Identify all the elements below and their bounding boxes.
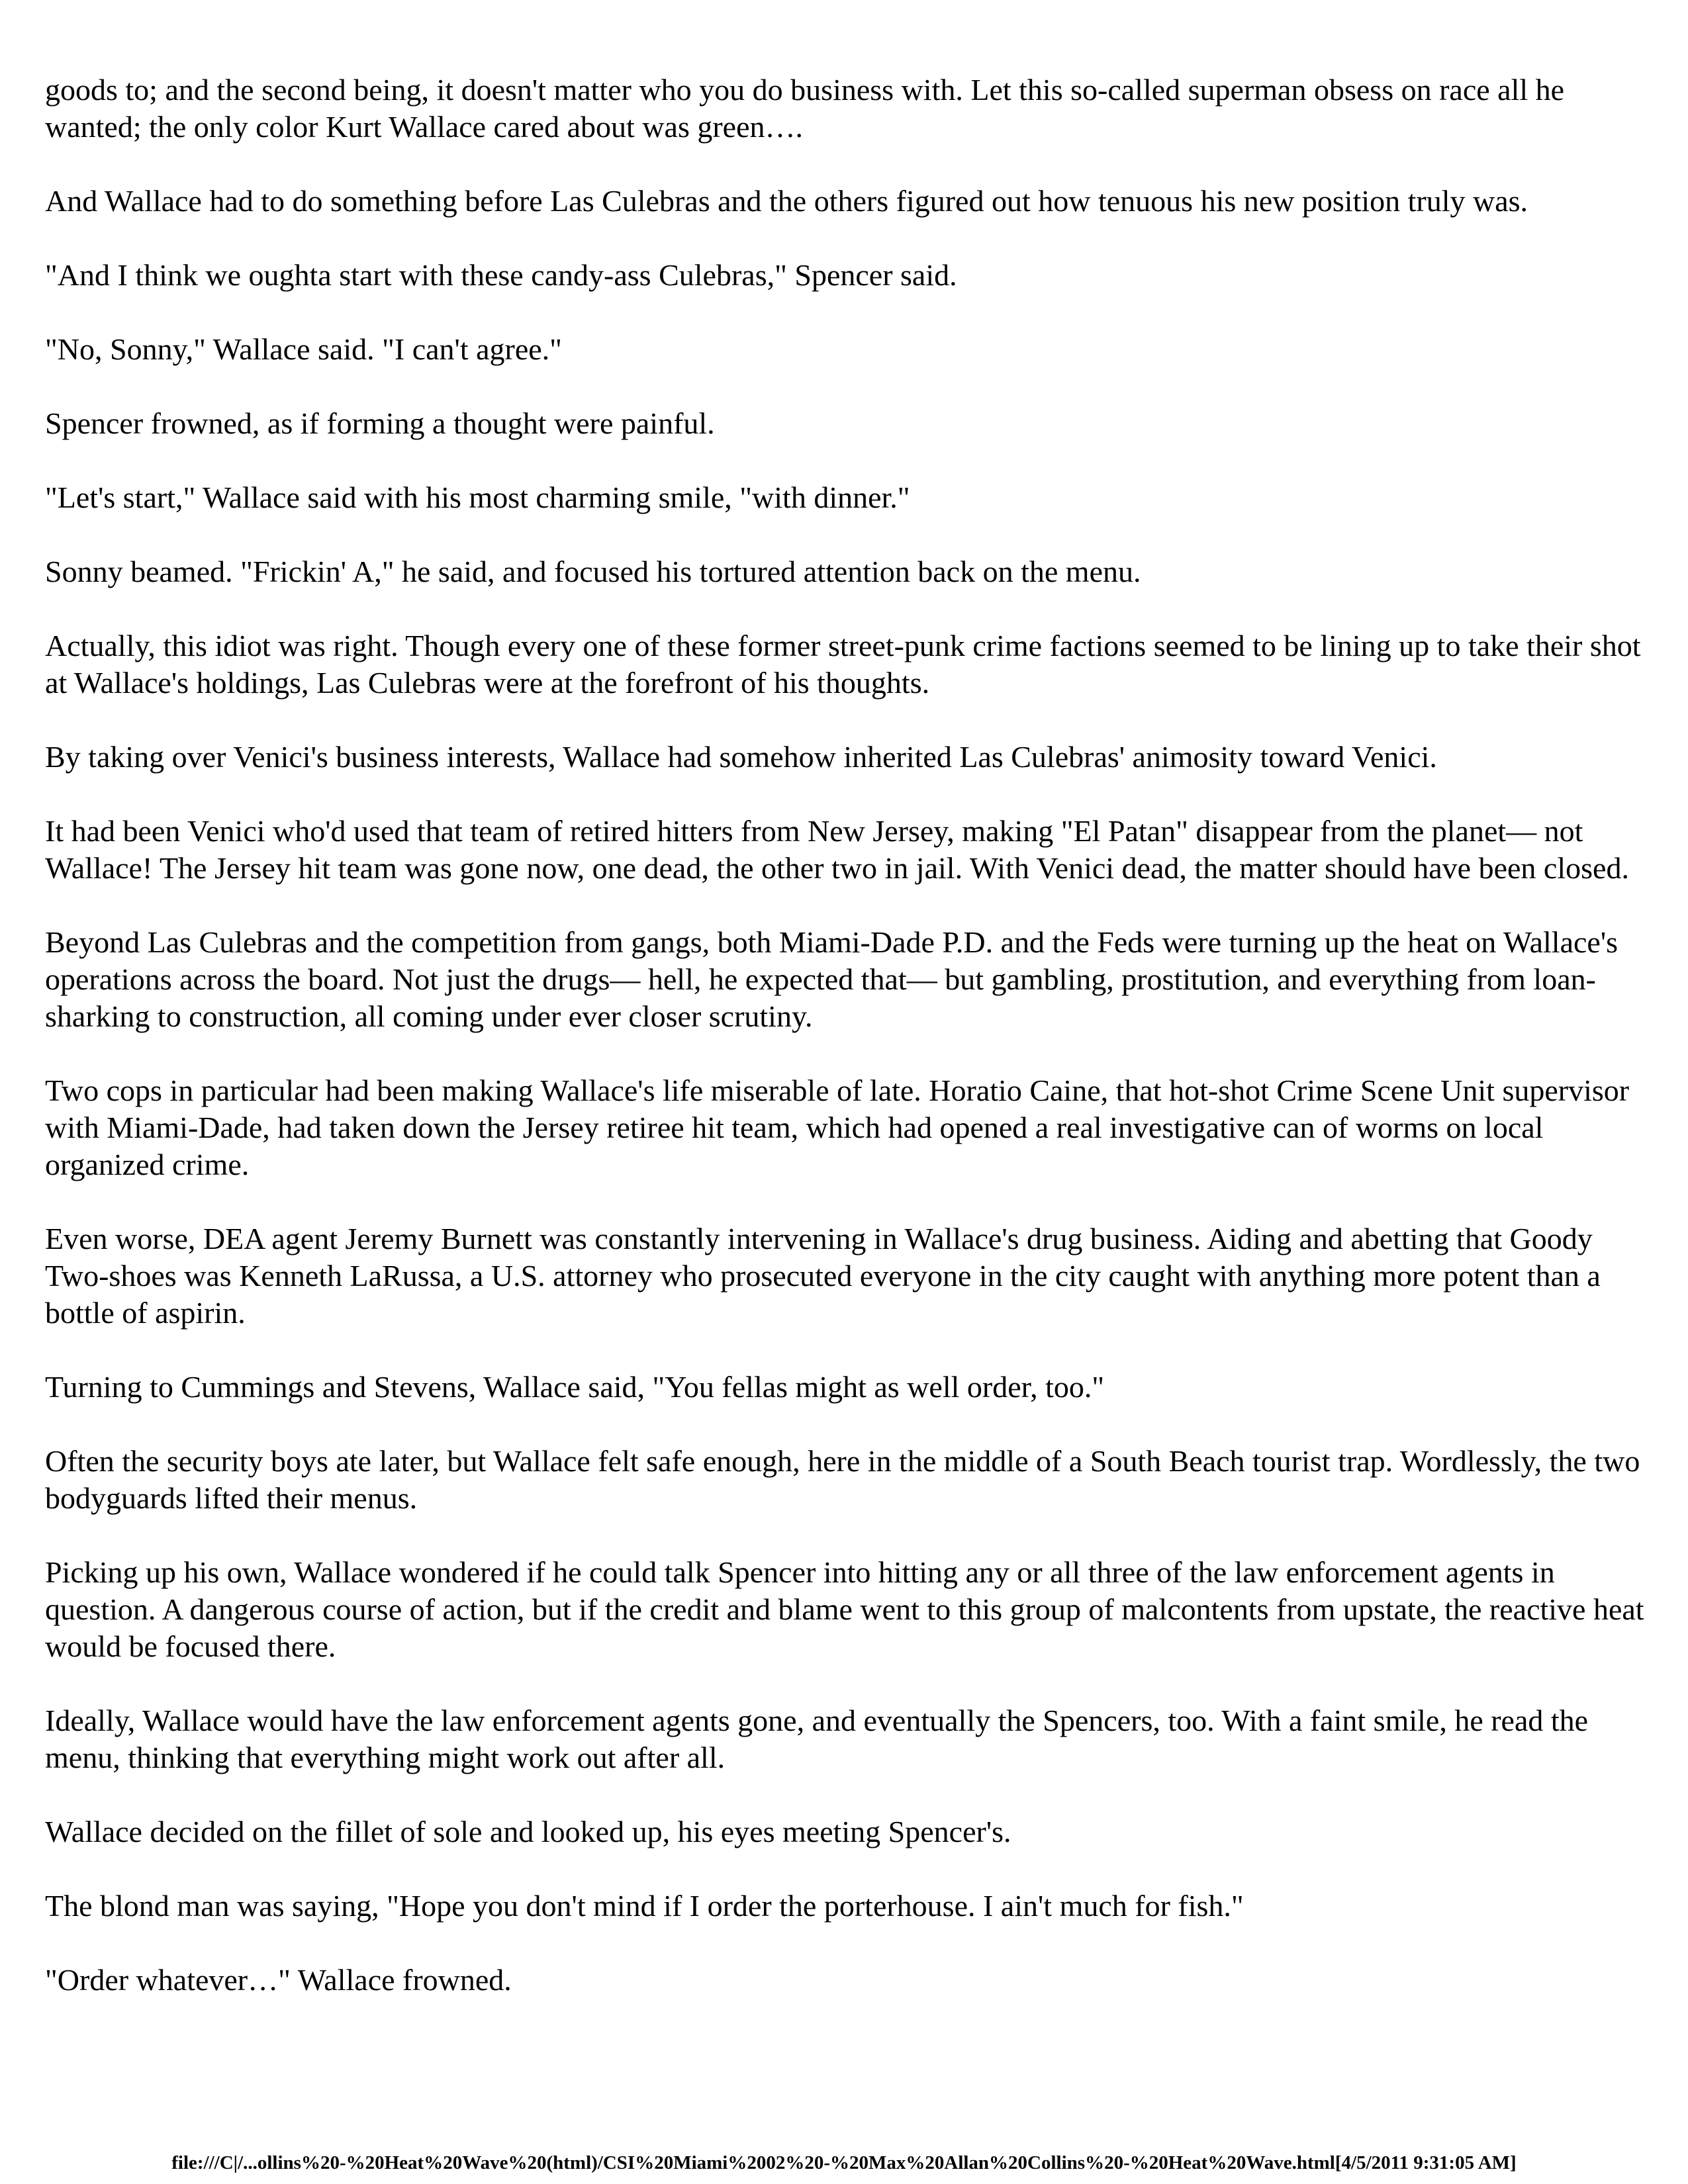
paragraph: And Wallace had to do something before Las Culebras and the others figured out how tenuous his new position truly was.: [45, 184, 1528, 218]
paragraph: It had been Venici who'd used that team of retired hitters from New Jersey, making "El Patan" disappear from the planet— not Wallace! The Jersey hit team was gone now, one dead, the other two in jail. With Venici dead, the matter should have been closed.: [45, 814, 1629, 885]
paragraph: Sonny beamed. "Frickin' A," he said, and focused his tortured attention back on the menu.: [45, 555, 1141, 588]
paragraph: Picking up his own, Wallace wondered if he could talk Spencer into hitting any or all three of the law enforcement agents in question. A dangerous course of action, but if the credit and blame went to this group of malcontents from upstate, the reactive heat would be focused there.: [45, 1555, 1644, 1663]
paragraph: "And I think we oughta start with these candy-ass Culebras," Spencer said.: [45, 258, 957, 292]
paragraph: Wallace decided on the fillet of sole and looked up, his eyes meeting Spencer's.: [45, 1815, 1011, 1848]
document-body: [45, 71, 1647, 2036]
paragraph: Two cops in particular had been making Wallace's life miserable of late. Horatio Caine, that hot-shot Crime Scene Unit supervisor with Miami-Dade, had taken down the Jersey retiree hit team, which had opened a real investigative can of worms on local organized crime.: [45, 1073, 1630, 1181]
paragraph: "No, Sonny," Wallace said. "I can't agree.": [45, 332, 562, 366]
paragraph: Spencer frowned, as if forming a thought were painful.: [45, 406, 715, 440]
paragraph: Turning to Cummings and Stevens, Wallace said, "You fellas might as well order, too.": [45, 1370, 1105, 1404]
paragraph: "Let's start," Wallace said with his most charming smile, "with dinner.": [45, 480, 910, 514]
page-footer-file-path: file:///C|/...ollins%20-%20Heat%20Wave%20(html)/CSI%20Miami%2002%20-%20Max%20Allan%20Collins%20-%20Heat%20Wave.html[4/5/2011 9:31:05 AM]: [171, 2152, 1517, 2173]
paragraph: Even worse, DEA agent Jeremy Burnett was constantly intervening in Wallace's drug business. Aiding and abetting that Goody Two-shoes was Kenneth LaRussa, a U.S. attorney who prosecuted everyone in the city caught with anything more potent than a bottle of aspirin.: [45, 1222, 1601, 1330]
paragraph: goods to; and the second being, it doesn't matter who you do business with. Let this so-called superman obsess on race all he wanted; the only color Kurt Wallace cared about was green….: [45, 73, 1565, 144]
paragraph: Actually, this idiot was right. Though every one of these former street-punk crime factions seemed to be lining up to take their shot at Wallace's holdings, Las Culebras were at the forefront of his thoughts.: [45, 629, 1641, 700]
paragraph: "Order whatever…" Wallace frowned.: [45, 1963, 512, 1997]
paragraph: By taking over Venici's business interests, Wallace had somehow inherited Las Culebras' animosity toward Venici.: [45, 740, 1437, 774]
paragraph: Ideally, Wallace would have the law enforcement agents gone, and eventually the Spencers, too. With a faint smile, he read the menu, thinking that everything might work out after all.: [45, 1704, 1589, 1774]
paragraph: Often the security boys ate later, but Wallace felt safe enough, here in the middle of a South Beach tourist trap. Wordlessly, the two bodyguards lifted their menus.: [45, 1444, 1640, 1515]
paragraph: The blond man was saying, "Hope you don't mind if I order the porterhouse. I ain't much for fish.": [45, 1889, 1244, 1923]
paragraph: Beyond Las Culebras and the competition from gangs, both Miami-Dade P.D. and the Feds were turning up the heat on Wallace's operations across the board. Not just the drugs— hell, he expected that— but gambling, prostitution, and everything from loan-sharking to construction, all coming under ever closer scrutiny.: [45, 925, 1618, 1033]
